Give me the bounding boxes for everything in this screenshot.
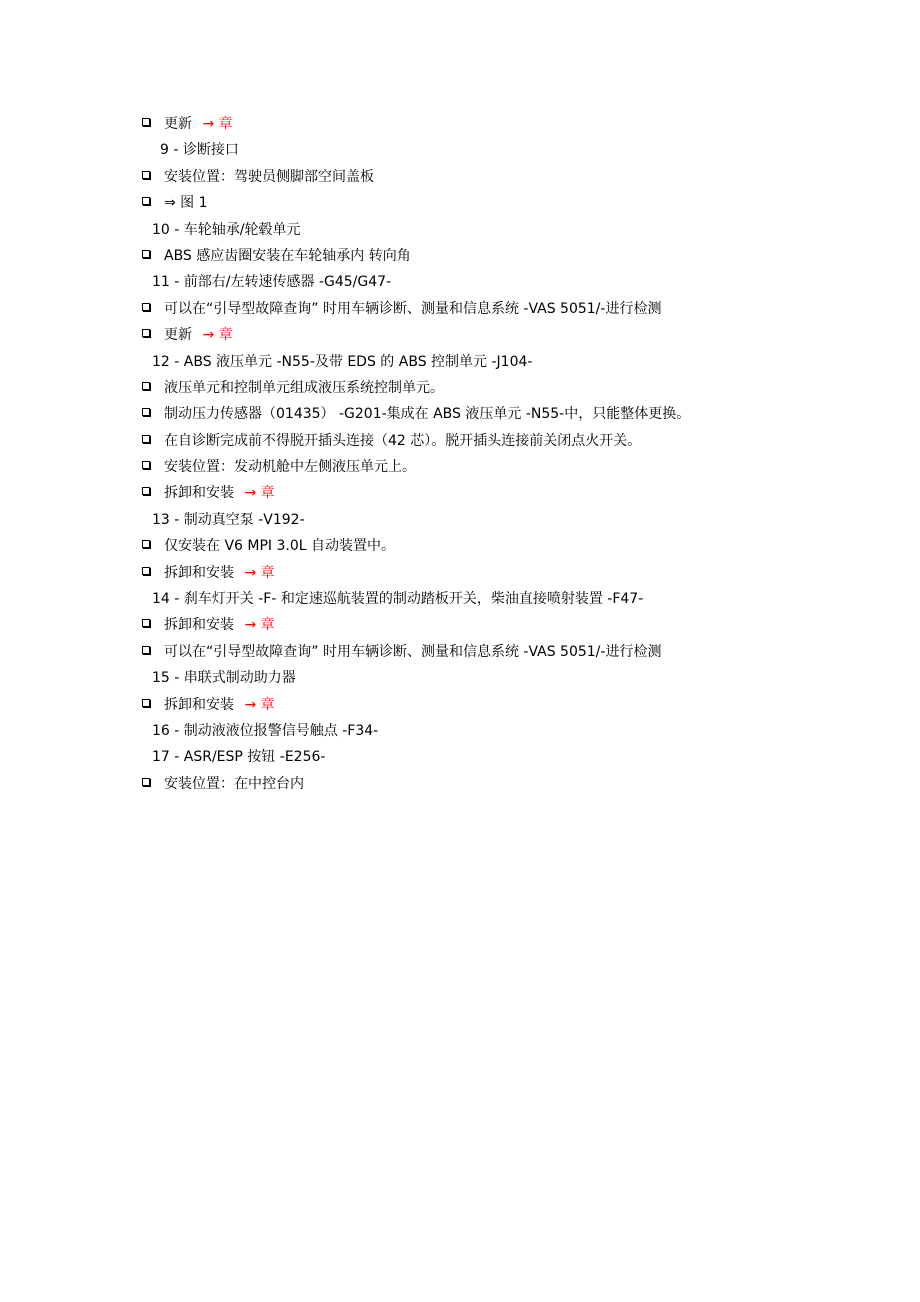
item-number: 14 - bbox=[152, 591, 180, 608]
checkbox-bullet-icon bbox=[138, 692, 154, 718]
bullet-line bbox=[0, 111, 920, 137]
numbered-text bbox=[152, 718, 378, 744]
chapter-link[interactable]: → 章 bbox=[244, 564, 275, 581]
item-number: 10 - bbox=[152, 221, 180, 238]
bullet-line bbox=[0, 692, 920, 718]
checkbox-bullet-icon bbox=[138, 639, 154, 665]
document-page bbox=[0, 111, 920, 797]
numbered-line bbox=[0, 744, 920, 770]
bullet-text bbox=[164, 428, 641, 454]
bullet-text bbox=[164, 612, 275, 638]
numbered-line bbox=[0, 217, 920, 243]
line-text: 拆卸和安装 bbox=[164, 485, 239, 502]
numbered-line bbox=[0, 665, 920, 691]
bullet-line bbox=[0, 639, 920, 665]
checkbox-bullet-icon bbox=[138, 190, 154, 216]
line-text: 更新 bbox=[164, 116, 197, 132]
numbered-line bbox=[0, 507, 920, 533]
bullet-line bbox=[0, 454, 920, 480]
checkbox-bullet-icon bbox=[138, 533, 154, 559]
bullet-text bbox=[164, 296, 661, 322]
item-text: 前部右/左转速传感器 -G45/G47- bbox=[179, 274, 392, 291]
numbered-text bbox=[152, 586, 643, 612]
numbered-line bbox=[0, 349, 920, 375]
line-text: 拆卸和安装 bbox=[164, 617, 239, 634]
line-text: 可以在“引导型故障查询” 时用车辆诊断、测量和信息系统 -VAS 5051/-进行检测 bbox=[164, 300, 662, 317]
item-number: 15 - bbox=[152, 670, 180, 687]
numbered-text bbox=[152, 269, 391, 295]
bullet-text bbox=[164, 692, 275, 718]
item-text: 诊断接口 bbox=[178, 142, 239, 159]
bullet-text bbox=[164, 480, 275, 506]
bullet-line bbox=[0, 164, 920, 190]
bullet-line bbox=[0, 480, 920, 506]
item-text: ABS 液压单元 -N55-及带 EDS 的 ABS 控制单元 -J104- bbox=[179, 353, 533, 370]
bullet-text bbox=[164, 164, 374, 190]
bullet-line bbox=[0, 560, 920, 586]
bullet-line bbox=[0, 533, 920, 559]
bullet-text bbox=[164, 771, 304, 797]
line-text: 制动压力传感器（01435） -G201-集成在 ABS 液压单元 -N55-中，只能整体更换。 bbox=[164, 406, 691, 423]
item-number: 11 - bbox=[152, 274, 180, 291]
bullet-text bbox=[164, 111, 233, 137]
checkbox-bullet-icon bbox=[138, 771, 154, 797]
bullet-text bbox=[164, 639, 661, 665]
checkbox-bullet-icon bbox=[138, 164, 154, 190]
numbered-text bbox=[160, 137, 239, 163]
numbered-line bbox=[0, 718, 920, 744]
checkbox-bullet-icon bbox=[138, 111, 154, 137]
numbered-text bbox=[152, 217, 301, 243]
line-text: 在自诊断完成前不得脱开插头连接（42 芯）。脱开插头连接前关闭点火开关。 bbox=[164, 432, 642, 449]
chapter-link[interactable]: → 章 bbox=[202, 116, 233, 132]
checkbox-bullet-icon bbox=[138, 428, 154, 454]
checkbox-bullet-icon bbox=[138, 612, 154, 638]
item-text: 串联式制动助力器 bbox=[179, 670, 296, 687]
bullet-line bbox=[0, 296, 920, 322]
checkbox-bullet-icon bbox=[138, 401, 154, 427]
bullet-line bbox=[0, 243, 920, 269]
line-text: 拆卸和安装 bbox=[164, 564, 239, 581]
numbered-line bbox=[0, 137, 920, 163]
item-text: 刹车灯开关 -F- 和定速巡航装置的制动踏板开关，柴油直接喷射装置 -F47- bbox=[179, 591, 644, 608]
line-text: 安装位置：驾驶员侧脚部空间盖板 bbox=[164, 168, 374, 185]
chapter-link[interactable]: → 章 bbox=[244, 617, 275, 634]
item-number: 12 - bbox=[152, 353, 180, 370]
line-text: 液压单元和控制单元组成液压系统控制单元。 bbox=[164, 379, 444, 396]
bullet-line bbox=[0, 612, 920, 638]
item-text: 制动液液位报警信号触点 -F34- bbox=[179, 722, 379, 739]
chapter-link[interactable]: → 章 bbox=[244, 485, 275, 502]
checkbox-bullet-icon bbox=[138, 296, 154, 322]
bullet-text bbox=[164, 533, 395, 559]
line-text: 安装位置：在中控台内 bbox=[164, 775, 304, 792]
bullet-text bbox=[164, 190, 208, 216]
checkbox-bullet-icon bbox=[138, 375, 154, 401]
numbered-line bbox=[0, 586, 920, 612]
bullet-text bbox=[164, 454, 416, 480]
numbered-text bbox=[152, 665, 296, 691]
item-text: ASR/ESP 按钮 -E256- bbox=[179, 749, 326, 766]
item-number: 13 - bbox=[152, 511, 180, 528]
item-text: 制动真空泵 -V192- bbox=[179, 511, 305, 528]
bullet-line bbox=[0, 375, 920, 401]
item-number: 9 - bbox=[160, 142, 179, 159]
chapter-link[interactable]: → 章 bbox=[244, 696, 275, 713]
checkbox-bullet-icon bbox=[138, 560, 154, 586]
bullet-line bbox=[0, 428, 920, 454]
numbered-text bbox=[152, 744, 325, 770]
checkbox-bullet-icon bbox=[138, 322, 154, 348]
numbered-line bbox=[0, 269, 920, 295]
bullet-text bbox=[164, 243, 411, 269]
item-number: 16 - bbox=[152, 722, 180, 739]
bullet-line bbox=[0, 401, 920, 427]
numbered-text bbox=[152, 349, 532, 375]
line-text: 可以在“引导型故障查询” 时用车辆诊断、测量和信息系统 -VAS 5051/-进行检测 bbox=[164, 643, 662, 660]
bullet-line bbox=[0, 322, 920, 348]
line-text: ABS 感应齿圈安装在车轮轴承内 转向角 bbox=[164, 247, 411, 264]
bullet-text bbox=[164, 560, 275, 586]
line-text: 仅安装在 V6 MPI 3.0L 自动装置中。 bbox=[164, 538, 395, 555]
line-text: 安装位置：发动机舱中左侧液压单元上。 bbox=[164, 459, 416, 476]
item-text: 车轮轴承/轮毂单元 bbox=[179, 221, 301, 238]
bullet-text bbox=[164, 375, 444, 401]
item-number: 17 - bbox=[152, 749, 180, 766]
bullet-text bbox=[164, 322, 233, 348]
line-text: 拆卸和安装 bbox=[164, 696, 239, 713]
bullet-line bbox=[0, 190, 920, 216]
bullet-line bbox=[0, 771, 920, 797]
numbered-text bbox=[152, 507, 305, 533]
checkbox-bullet-icon bbox=[138, 454, 154, 480]
line-text: 更新 bbox=[164, 327, 197, 344]
bullet-text bbox=[164, 401, 690, 427]
line-text: ⇒ 图 1 bbox=[164, 195, 208, 212]
checkbox-bullet-icon bbox=[138, 243, 154, 269]
checkbox-bullet-icon bbox=[138, 480, 154, 506]
chapter-link[interactable]: → 章 bbox=[202, 327, 233, 344]
